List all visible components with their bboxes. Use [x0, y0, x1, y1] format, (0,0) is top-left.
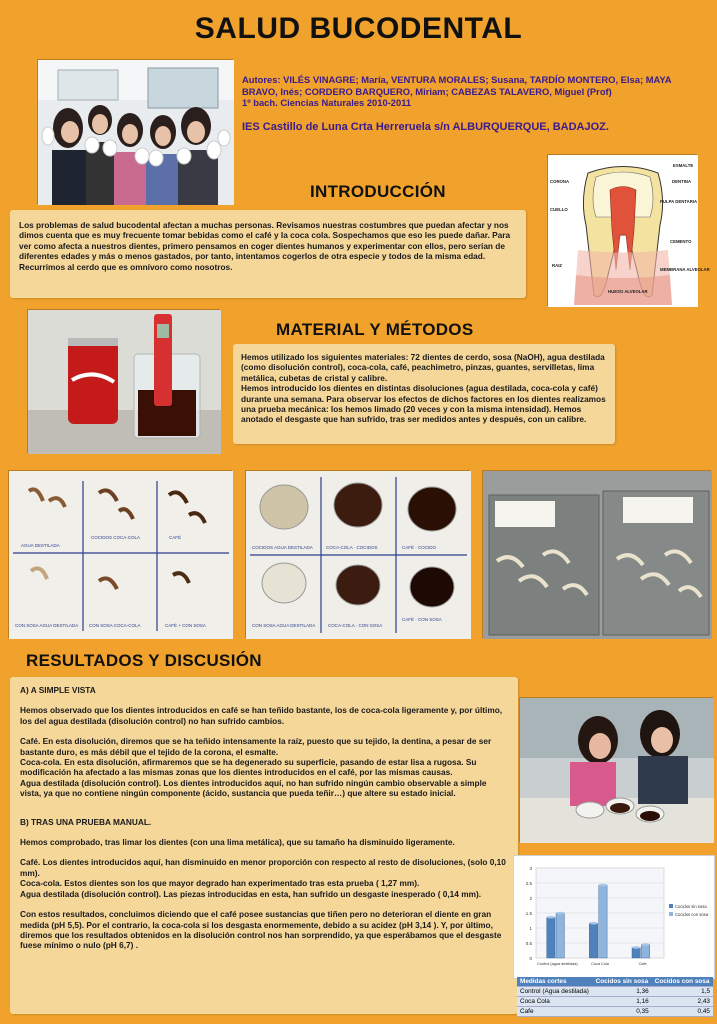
chart-bar-top	[599, 884, 607, 887]
results-a-cafe: Café. En esta disolución, diremos que se ha teñido intensamente la raíz, puesto que su tejido, la dentina, a pesar de ser bastante duro, es más débil que el tejido de la corona, el esmalte.	[20, 736, 492, 757]
p2-label-agua: COCIDOS AGUA DESTILADA	[252, 545, 313, 550]
tooth-label-hueso: HUESO ALVEOLAR	[608, 289, 648, 294]
chart-svg	[514, 856, 714, 978]
table-header-cell: Cocidos con sosa	[652, 977, 713, 987]
methods-text-procedure: Hemos introducido los dientes en distintas disoluciones (agua destilada, coca-cola y café) durante una semana. Para observar los efectos de dichos factores en los dientes realizamos una prueba mecánica: los hemos limado (20 veces y con la misma intensidad). Hemos anotado el desgaste que han sufrido, tras ser medidos antes y después, con un calibre.	[241, 383, 606, 425]
table-header-row	[517, 977, 713, 987]
chart-y-tick-label: 1	[529, 926, 532, 931]
chart-bar-top	[589, 922, 597, 925]
table-cell: 1,36	[593, 987, 652, 997]
results-b-coca: Coca-cola. Estos dientes son los que mayor degrado han experimentado tras esta prueba ( 1,27 mm).	[20, 878, 420, 889]
chart-y-tick-label: 1.5	[525, 911, 532, 916]
tooth-label-cemento: CEMENTO	[670, 239, 692, 244]
chart-bar	[556, 913, 564, 958]
chart-legend-label: Cocidos sin sosa	[675, 904, 707, 909]
chart-bar-top	[641, 943, 649, 946]
p2-label-coca-sosa: COCA-COLA · CON SOSA	[328, 623, 383, 628]
authors-names: Autores: VILÉS VINAGRE; María, VENTURA MORALES; Susana, TARDÍO MONTERO, Elsa; MAYA BRAVO, Inés; CORDERO BARQUERO, Miriam; CABEZAS TALAVERO, Miguel (Prof)	[242, 74, 672, 97]
tooth-label-dentina: DENTINA	[672, 179, 692, 184]
chart-bar	[589, 923, 597, 958]
tooth-label-esmalte: ESMALTE	[673, 163, 694, 168]
results-b-cafe: Café. Los dientes introducidos aquí, han disminuido en menor proporción con respecto al resto de disoluciones, (solo 0,10 mm).	[20, 857, 506, 878]
p1-label-agua-sosa: CON SOSA AGUA DESTILADA	[15, 623, 79, 628]
chart-y-tick-label: 0	[529, 956, 532, 961]
coca-cola-photo	[27, 309, 220, 453]
table-header-cell: Medidas cortes	[517, 977, 593, 987]
tooth-label-cuello: CUELLO	[550, 207, 568, 212]
tooth-diagram	[547, 154, 710, 306]
students-photo	[37, 59, 233, 204]
p1-label-agua: AGUA DESTILADA	[21, 543, 60, 548]
results-table-wrap	[517, 977, 713, 1017]
p2-label-coca: COCA-COLA · COCIDOS	[326, 545, 378, 550]
intro-text: Los problemas de salud bucodental afectan a muchas personas. Revisamos nuestras costumbres que puedan afectar y nos dimos cuenta que es muy frecuente tomar bebidas como el café y la coca cola. Sospechamos que eso les puede dañar. Para ver como afecta a nuestros dientes, primero pensamos en coger dientes humanos y experimentar con ellos, pero serían de diferentes edades y más o menos gastados, por tanto, intentamos cogerlos de otra especie y todos de la misma edad. Recurrimos al cerdo que es omnívoro como nosotros.	[19, 220, 511, 272]
results-box	[10, 677, 518, 1014]
chart-y-tick-label: 0.5	[525, 941, 532, 946]
chart-x-tick-label: Control (agua destilada)	[537, 962, 578, 966]
p1-label-coca: COCIDOS COCA-COLA	[91, 535, 141, 540]
results-heading: RESULTADOS Y DISCUSIÓN	[26, 651, 262, 670]
results-a-agua: Agua destilada (disolución control). Los dientes introducidos aquí, no han sufrido ningún cambio observable a simple vista, ya que no contiene ningún componente (ácido, sustancia que pueda teñir…) que altere su estado inicial.	[20, 777, 487, 799]
lab-work-photo	[519, 697, 713, 842]
tooth-label-pulpa: PULPA DENTARIA	[660, 199, 698, 204]
results-table	[517, 977, 713, 1017]
chart-x-tick-label: Cafe	[638, 962, 647, 966]
methods-text-materials: Hemos utilizado los siguientes materiales: 72 dientes de cerdo, sosa (NaOH), agua destilada (como disolución control), coca-cola, café, peachimetro, pinzas, guantes, servilletas, lima metálica, cubetas de cristal y calibre.	[241, 352, 605, 383]
table-header-cell: Cocidos sin sosa	[593, 977, 652, 987]
table-row	[517, 987, 713, 997]
results-conclusion: Con estos resultados, concluimos diciendo que el café posee sustancias que tiñen pero no deterioran el diente en gran medida (pH 5,5). Por el contrario, la coca-cola si los desgasta enormemente, debido a su acidez (pH 3,14 ). Y, por último, diremos que los resultados obtenidos en la disolución control nos han sorprendido, ya que esperábamos que el desgaste fuese mínimo o nulo (pH 6,7) .	[20, 909, 502, 951]
table-cell: Coca Cola	[517, 997, 593, 1007]
results-a-coca: Coca-cola. En esta disolución, afirmaremos que se ha degenerado su superficie, pasando de estar lisa a rugosa. Su modificación ha afectado a las mismas zonas que los dientes introducidos en el café, por las mismas causas.	[20, 757, 477, 778]
p1-label-coca-sosa: CON SOSA COCA-COLA	[89, 623, 141, 628]
poster-title: SALUD BUCODENTAL	[194, 12, 523, 45]
methods-box	[233, 344, 615, 444]
chart-bar	[632, 948, 640, 959]
table-cell: 2,43	[652, 997, 713, 1007]
trays-photo	[482, 470, 711, 638]
chart-x-tick-label: Coca Cola	[591, 962, 609, 966]
methods-heading: MATERIAL Y MÉTODOS	[276, 320, 474, 339]
results-b-title: B) TRAS UNA PRUEBA MANUAL.	[20, 816, 152, 827]
p2-label-cafe: CAFÉ · COCIDO	[402, 545, 437, 550]
p2-label-cafe-sosa: CAFÉ · CON SOSA	[402, 617, 442, 622]
table-cell: 1,16	[593, 997, 652, 1007]
chart-bar-top	[632, 946, 640, 949]
table-cell: 0,35	[593, 1007, 652, 1017]
table-cell: 1,5	[652, 987, 713, 997]
intro-heading: INTRODUCCIÓN	[310, 182, 446, 201]
table-cell: Cafe	[517, 1007, 593, 1017]
tooth-label-corona: CORONA	[550, 179, 570, 184]
intro-box	[10, 210, 526, 298]
school-label: IES Castillo de Luna Crta Herreruela s/n ALBURQUERQUE, BADAJOZ.	[242, 121, 609, 133]
chart-legend-swatch	[669, 912, 673, 916]
chart-bar-top	[556, 912, 564, 915]
results-b-agua: Agua destilada (disolución control). Las piezas introducidas en esta, han sufrido un desgaste inesperado ( 0,14 mm).	[20, 888, 482, 899]
chart-bar	[547, 917, 555, 958]
chart-y-tick-label: 2.5	[525, 881, 532, 886]
chart-bar	[599, 885, 607, 958]
table-cell: Control (Agua destilada)	[517, 987, 593, 997]
chart-legend-swatch	[669, 904, 673, 908]
chart-bar	[641, 945, 649, 959]
chart-y-tick-label: 3	[529, 866, 532, 871]
tooth-label-membrana: MEMBRANA ALVEOLAR	[660, 267, 710, 272]
chart-bar-top	[547, 916, 555, 919]
tooth-label-raiz: RAIZ	[552, 263, 563, 268]
results-a-intro: Hemos observado que los dientes introducidos en café se han teñido bastante, los de coca-cola ligeramente y, por último, los del agua destilada (disolución control) no han sufrido cambios.	[20, 705, 503, 726]
course-label: 1º bach. Ciencias Naturales 2010-2011	[242, 97, 412, 108]
p1-label-cafe: CAFÉ	[169, 535, 182, 540]
p2-label-agua-sosa: CON SOSA AGUA DESTILADA	[252, 623, 316, 628]
chart-y-tick-label: 2	[529, 896, 532, 901]
table-row	[517, 1007, 713, 1017]
authors-text	[242, 74, 702, 109]
results-b-intro: Hemos comprobado, tras limar los dientes (con una lima metálica), que su tamaño ha disminuido ligeramente.	[20, 837, 455, 848]
p1-label-cafe-sosa: CAFÉ + CON SOSA	[165, 623, 206, 628]
chart-legend-label: Cocidos con sosa	[675, 912, 709, 917]
solutions-grid-photo	[245, 470, 470, 638]
results-chart	[513, 855, 715, 979]
table-row	[517, 997, 713, 1007]
teeth-grid-photo	[8, 470, 232, 638]
table-cell: 0,45	[652, 1007, 713, 1017]
results-a-title: A) A SIMPLE VISTA	[20, 685, 96, 695]
